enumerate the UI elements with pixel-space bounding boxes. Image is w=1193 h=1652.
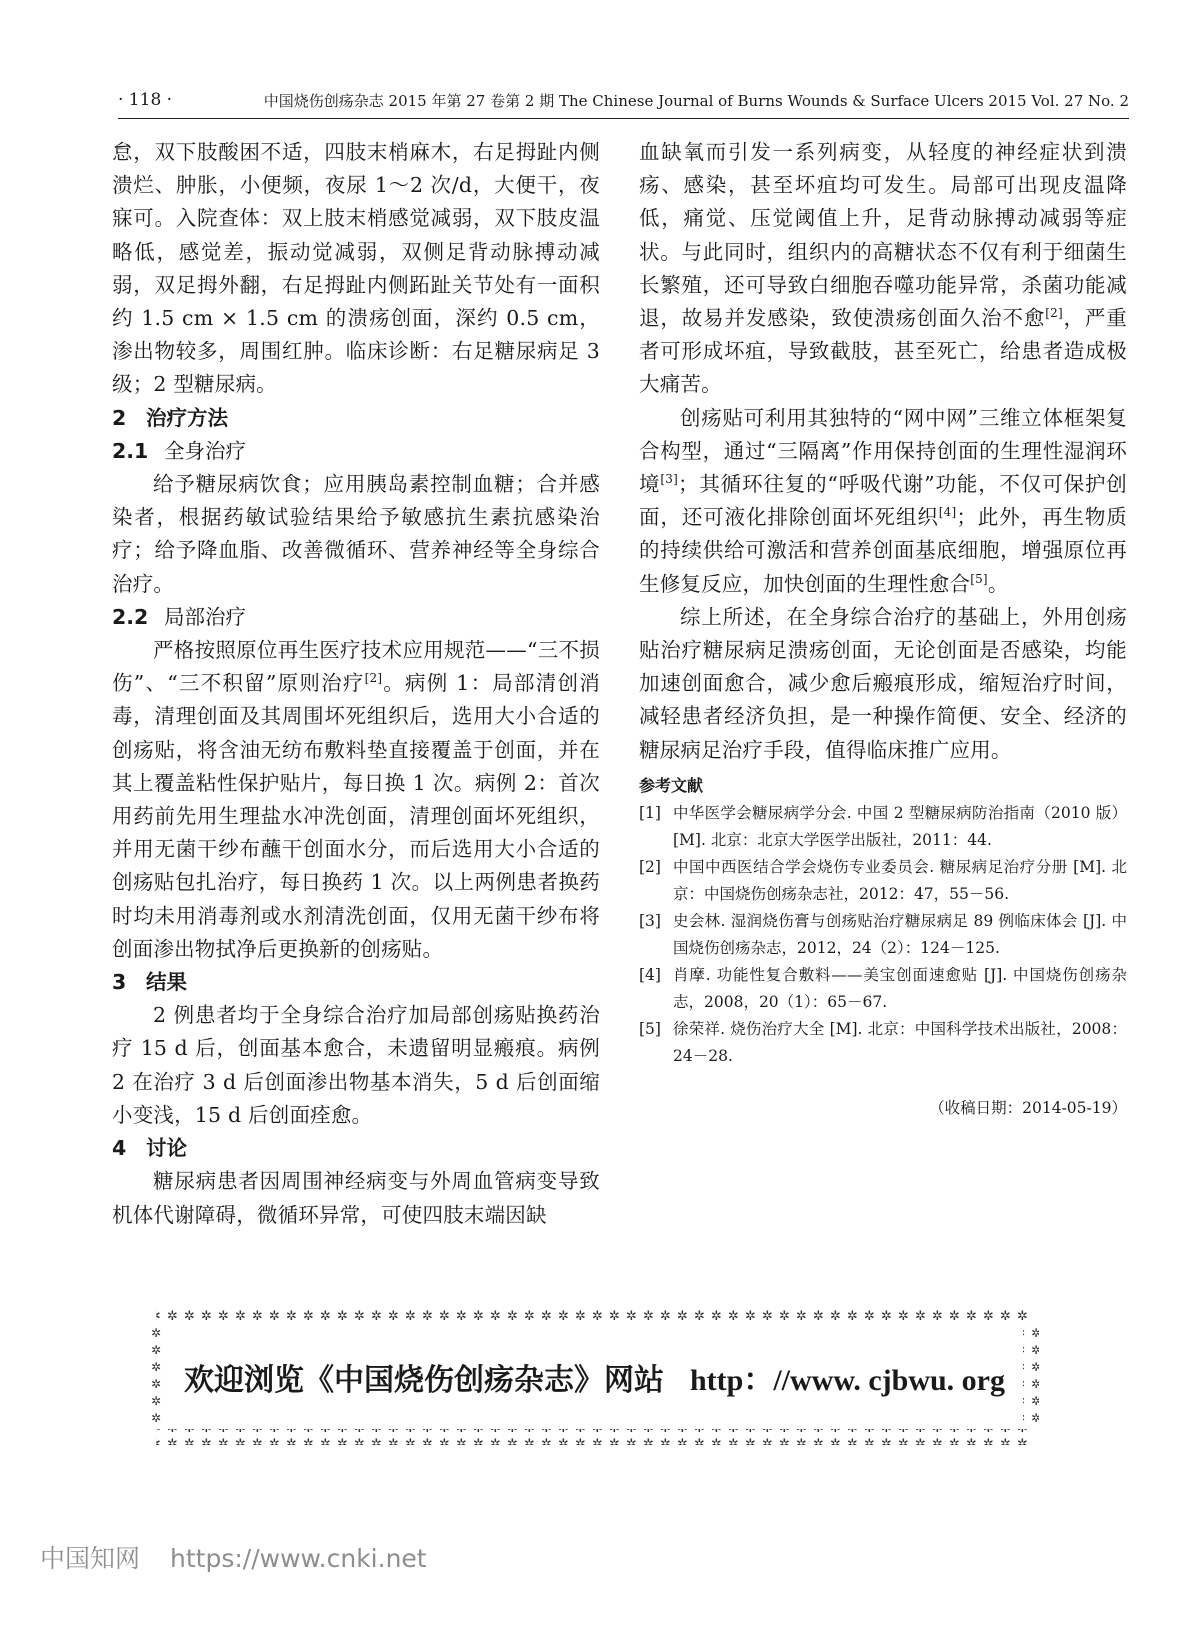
section-title: 结果: [146, 970, 187, 995]
citation-link[interactable]: [4]: [938, 505, 957, 520]
paragraph-text: ，严重者可形成坏疽，导致截肢，甚至死亡，给患者造成极大痛苦。: [639, 306, 1127, 397]
reference-item: [639, 1016, 1127, 1070]
paragraph-text: ；其循环往复的“呼吸代谢”功能，不仅可保护创面，还可液化排除创面坏死组织: [639, 472, 1128, 530]
journal-citation-line: 中国烧伤创疡杂志 2015 年第 27 卷第 2 期 The Chinese Journal of Burns Wounds & Surface Ulcers 2015 Vol. 27 No. 2: [263, 92, 1129, 110]
discussion-paragraph: 糖尿病患者因周围神经病变与外周血管病变导致机体代谢障碍，微循环异常，可使四肢末端因缺: [112, 1169, 600, 1227]
paragraph-text: 。: [987, 571, 1009, 596]
citation-link[interactable]: [3]: [660, 472, 678, 487]
paragraph-text: 。病例 1：局部清创消毒，清理创面及其周围坏死组织后，选用大小合适的创疡贴，将含油无纺布敷料垫直接覆盖于创面，并在其上覆盖粘性保护贴片，每日换 1 次。病例 2：首次用药前先用生理盐水冲洗创面，清理创面坏死组织，并用无菌干纱布蘸干创面水分，而后选用大小合适的创疡贴包扎治疗，每日换药 1 次。以上两例患者换药时均未用消毒剂或水剂清洗创面，仅用无菌干纱布将创面渗出物拭净后更换新的创疡贴。: [112, 671, 600, 961]
paragraph-text: 严格按照原位再生医疗技术应用规范——“三不损伤”、“三不积留”原则治疗: [112, 638, 600, 696]
subsection-title: 局部治疗: [164, 604, 246, 629]
section-title: 讨论: [146, 1136, 187, 1161]
reference-item: [639, 854, 1127, 908]
reference-text: 徐荣祥. 烧伤治疗大全 [M]. 北京：中国科学技术出版社，2008：24－28.: [673, 1019, 1127, 1065]
subsection-number: 2.1: [112, 438, 149, 463]
conclusion-paragraph: 综上所述，在全身综合治疗的基础上，外用创疡贴治疗糖尿病足溃疡创面，无论创面是否感染，均能加速创面愈合，减少愈后瘢痕形成，缩短治疗时间，减轻患者经济负担，是一种操作简便、安全、经济的糖尿病足治疗手段，值得临床推广应用。: [639, 604, 1127, 762]
subsection-heading-local: [112, 601, 600, 634]
reference-item: [639, 800, 1127, 854]
left-column: [112, 136, 600, 1232]
subsection-title: 全身治疗: [164, 438, 246, 463]
references-heading: 参考文献: [639, 775, 704, 795]
website-banner: [150, 1307, 1039, 1445]
reference-text: 肖摩. 功能性复合敷料——美宝创面速愈贴 [J]. 中国烧伤创疡杂志，2008，20（1）：65－67.: [673, 965, 1127, 1011]
banner-title: 欢迎浏览《中国烧伤创疡杂志》网站: [183, 1363, 664, 1398]
received-date: （收稿日期：2014-05-19）: [929, 1098, 1127, 1117]
case-description-paragraph: 怠，双下肢酸困不适，四肢末梢麻木，右足拇趾内侧溃烂、肿胀，小便频，夜尿 1～2 次/d，大便干，夜寐可。入院查体：双上肢末梢感觉减弱，双下肢皮温略低，感觉差，振动觉减弱，双侧足背动脉搏动减弱，双足拇外翻，右足拇趾内侧跖趾关节处有一面积约 1.5 cm × 1.5 cm 的溃疡创面，深约 0.5 cm，渗出物较多，周围红肿。临床诊断：右足糖尿病足 3 级；2 型糖尿病。: [112, 140, 600, 397]
paragraph-text: 创疡贴可利用其独特的“网中网”三维立体框架复合构型，通过“三隔离”作用保持创面的生理性湿润环境: [639, 405, 1127, 497]
header-rule: [118, 118, 1129, 119]
results-paragraph: 2 例患者均于全身综合治疗加局部创疡贴换药治疗 15 d 后，创面基本愈合，未遗留明显瘢痕。病例 2 在治疗 3 d 后创面渗出物基本消失，5 d 后创面缩小变浅，15 d 后创面痊愈。: [112, 1003, 600, 1127]
reference-number: [1]: [639, 803, 661, 822]
reference-text: 史会林. 湿润烧伤膏与创疡贴治疗糖尿病足 89 例临床体会 [J]. 中国烧伤创疡杂志，2012，24（2）：124－125.: [673, 911, 1127, 957]
citation-link[interactable]: [2]: [1045, 306, 1063, 321]
reference-text: 中国中西医结合学会烧伤专业委员会. 糖尿病足治疗分册 [M]. 北京：中国烧伤创疡杂志社，2012：47，55－56.: [673, 857, 1127, 903]
page-number: · 118 ·: [118, 90, 173, 110]
paragraph-text: ；此外，再生物质的持续供给可激活和营养创面基底细胞，增强原位再生修复反应，加快创面的生理性愈合: [639, 505, 1127, 596]
reference-number: [2]: [639, 857, 661, 876]
section-heading-discussion: [112, 1132, 600, 1165]
running-head: [118, 90, 1129, 116]
section-number: 3: [112, 970, 127, 995]
reference-text: 中华医学会糖尿病学分会. 中国 2 型糖尿病防治指南（2010 版）[M]. 北京：北京大学医学出版社，2011：44.: [673, 803, 1127, 849]
reference-item: [639, 962, 1127, 1016]
local-treatment-paragraph: [112, 634, 600, 966]
section-number: 2: [112, 405, 127, 430]
reference-item: [639, 908, 1127, 962]
citation-link[interactable]: [2]: [364, 671, 383, 686]
subsection-heading-systemic: [112, 435, 600, 468]
section-heading-results: [112, 966, 600, 999]
watermark-url[interactable]: https://www.cnki.net: [170, 1544, 427, 1573]
subsection-number: 2.2: [112, 604, 149, 629]
section-number: 4: [112, 1136, 127, 1161]
mechanism-paragraph: [639, 402, 1127, 601]
paragraph-text: 血缺氧而引发一系列病变，从轻度的神经症状到溃疡、感染，甚至坏疽均可发生。局部可出现皮温降低，痛觉、压觉阈值上升，足背动脉搏动减弱等症状。与此同时，组织内的高糖状态不仅有利于细菌生长繁殖，还可导致白细胞吞噬功能异常，杀菌功能减退，故易并发感染，致使溃疡创面久治不愈: [639, 140, 1127, 331]
cnki-watermark: [40, 1539, 427, 1575]
banner-message: [150, 1355, 1039, 1399]
discussion-continued-paragraph: [639, 136, 1127, 402]
reference-number: [5]: [639, 1019, 661, 1038]
systemic-treatment-paragraph: 给予糖尿病饮食；应用胰岛素控制血糖；合并感染者，根据药敏试验结果给予敏感抗生素抗感染治疗；给予降血脂、改善微循环、营养神经等全身综合治疗。: [112, 472, 600, 596]
references-list: [639, 800, 1127, 1070]
right-column: [639, 136, 1127, 1118]
reference-number: [4]: [639, 965, 661, 984]
website-link[interactable]: http：//www. cjbwu. org: [689, 1364, 1005, 1397]
section-title: 治疗方法: [146, 405, 228, 430]
section-heading-treatment: [112, 402, 600, 435]
reference-number: [3]: [639, 911, 661, 930]
watermark-brand: 中国知网: [40, 1544, 141, 1573]
citation-link[interactable]: [5]: [970, 571, 988, 586]
